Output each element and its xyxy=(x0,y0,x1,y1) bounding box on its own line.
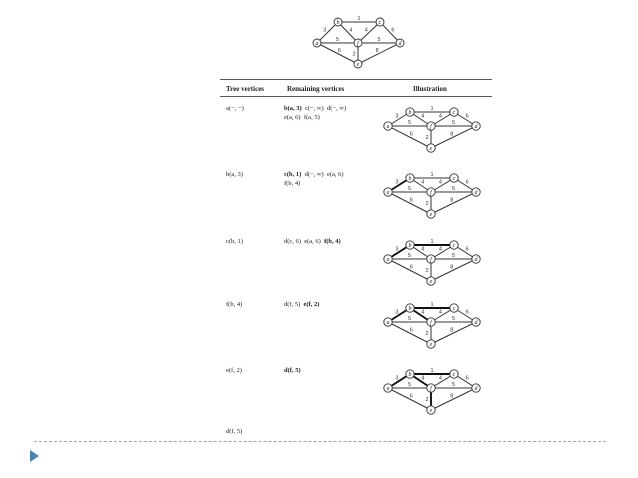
edge-weight-label: 6 xyxy=(391,27,395,34)
edge-weight-label: 1 xyxy=(430,172,434,178)
vertex-label-c: c xyxy=(452,176,456,182)
selected-vertex: f(b, 4) xyxy=(324,238,341,245)
vertex-label-c: c xyxy=(452,372,456,378)
vertex-label-a: a xyxy=(386,257,390,263)
edge-weight-label: 1 xyxy=(430,302,434,308)
vertex-label-b: b xyxy=(336,20,340,26)
edge-weight-label: 2 xyxy=(425,331,429,337)
vertex-label-b: b xyxy=(408,372,412,378)
vertex-label-a: a xyxy=(315,41,319,47)
vertex-label-f: f xyxy=(430,257,432,263)
edge-weight-label: 5 xyxy=(407,120,412,126)
remaining-vertices-cell xyxy=(284,170,344,188)
edge-weight-label: 2 xyxy=(352,51,356,58)
vertex-label-f: f xyxy=(430,320,432,326)
candidate-vertices: e(a, 6) f(a, 5) xyxy=(284,114,320,121)
remaining-vertices-cell xyxy=(284,366,301,375)
edge-weight-label: 4 xyxy=(438,375,442,382)
vertex-label-e: e xyxy=(429,279,433,285)
graph-edge-ed xyxy=(431,388,476,410)
edge-weight-label: 5 xyxy=(335,37,340,43)
edge-weight-label: 4 xyxy=(421,113,425,120)
vertex-label-c: c xyxy=(452,306,456,312)
selected-vertex: c(b, 1) xyxy=(284,171,302,178)
vertex-label-c: c xyxy=(452,110,456,116)
vertex-label-e: e xyxy=(356,62,360,68)
vertex-label-a: a xyxy=(386,386,390,392)
edge-weight-label: 3 xyxy=(395,309,399,316)
candidate-vertices: d(f, 5) xyxy=(284,301,304,308)
edge-weight-label: 5 xyxy=(407,253,412,259)
candidate-vertices: d(−, ∞) e(a, 6) xyxy=(301,171,344,178)
selected-vertex: b(a, 3) xyxy=(284,105,302,112)
edge-weight-label: 8 xyxy=(450,393,454,400)
edge-weight-label: 4 xyxy=(438,246,442,253)
remaining-line xyxy=(284,104,346,113)
edge-weight-label: 4 xyxy=(349,27,353,34)
edge-weight-label: 4 xyxy=(421,246,425,253)
vertex-label-b: b xyxy=(408,110,412,116)
graph-edge-ed xyxy=(431,259,476,281)
remaining-line xyxy=(284,237,341,246)
vertex-label-d: d xyxy=(474,124,478,130)
tree-vertex-cell: d(f, 5) xyxy=(226,428,243,435)
vertex-label-e: e xyxy=(429,212,433,218)
header-tree-vertices: Tree vertices xyxy=(226,85,265,93)
edge-weight-label: 6 xyxy=(465,179,469,186)
tree-vertex-cell: f(b, 4) xyxy=(226,301,243,308)
edge-weight-label: 4 xyxy=(421,309,425,316)
edge-weight-label: 5 xyxy=(407,316,412,322)
tree-vertex-cell: c(b, 1) xyxy=(226,238,243,245)
header-illustration: Illustration xyxy=(413,85,447,93)
vertex-label-f: f xyxy=(430,124,432,130)
edge-weight-label: 2 xyxy=(425,201,429,207)
table-top-rule xyxy=(220,79,492,80)
edge-weight-label: 4 xyxy=(438,309,442,316)
edge-weight-label: 4 xyxy=(421,375,425,382)
tree-vertex-cell: e(f, 2) xyxy=(226,367,242,374)
blue-triangle-bullet-icon xyxy=(30,450,39,462)
edge-weight-label: 6 xyxy=(465,113,469,120)
edge-weight-label: 1 xyxy=(430,368,434,374)
edge-weight-label: 8 xyxy=(450,197,454,204)
footer-divider xyxy=(34,441,606,442)
table-header-rule xyxy=(220,96,492,97)
edge-weight-label: 3 xyxy=(395,113,399,120)
graph-edge-ed xyxy=(358,43,400,64)
edge-weight-label: 6 xyxy=(337,47,341,54)
edge-weight-label: 6 xyxy=(409,131,413,138)
vertex-label-c: c xyxy=(452,243,456,249)
candidate-vertices: f(b, 4) xyxy=(284,180,301,187)
edge-weight-label: 5 xyxy=(451,120,456,126)
remaining-line xyxy=(284,113,346,122)
vertex-label-e: e xyxy=(429,146,433,152)
edge-weight-label: 8 xyxy=(450,264,454,271)
vertex-label-a: a xyxy=(386,320,390,326)
selected-vertex: d(f, 5) xyxy=(284,367,301,374)
edge-weight-label: 8 xyxy=(375,47,379,54)
vertex-label-d: d xyxy=(474,386,478,392)
edge-weight-label: 6 xyxy=(409,264,413,271)
vertex-label-c: c xyxy=(378,20,382,26)
vertex-label-d: d xyxy=(398,41,402,47)
edge-weight-label: 4 xyxy=(438,179,442,186)
illustration-graph xyxy=(382,238,482,288)
edge-weight-label: 6 xyxy=(465,246,469,253)
edge-weight-label: 2 xyxy=(425,268,429,274)
edge-weight-label: 6 xyxy=(409,197,413,204)
edge-weight-label: 5 xyxy=(451,253,456,259)
edge-weight-label: 1 xyxy=(357,16,361,22)
vertex-label-d: d xyxy=(474,257,478,263)
vertex-label-b: b xyxy=(408,176,412,182)
candidate-vertices: c(−, ∞) d(−, ∞) xyxy=(301,105,347,112)
selected-vertex: e(f, 2) xyxy=(303,301,320,308)
edge-weight-label: 4 xyxy=(364,27,368,34)
graph-edge-ed xyxy=(431,126,476,148)
vertex-label-f: f xyxy=(357,41,359,47)
graph-edge-ab xyxy=(317,22,338,43)
illustration-graph xyxy=(382,301,482,351)
remaining-vertices-cell xyxy=(284,237,341,246)
vertex-label-d: d xyxy=(474,190,478,196)
edge-weight-label: 5 xyxy=(407,186,412,192)
edge-weight-label: 3 xyxy=(395,179,399,186)
edge-weight-label: 1 xyxy=(430,106,434,112)
edge-weight-label: 4 xyxy=(421,179,425,186)
remaining-line xyxy=(284,300,319,309)
remaining-vertices-cell xyxy=(284,300,319,309)
edge-weight-label: 6 xyxy=(409,327,413,334)
remaining-line xyxy=(284,366,301,375)
tree-vertex-cell: b(a, 3) xyxy=(226,171,243,178)
vertex-label-a: a xyxy=(386,190,390,196)
edge-weight-label: 5 xyxy=(451,382,456,388)
remaining-line xyxy=(284,170,344,179)
illustration-graph xyxy=(382,105,482,155)
edge-weight-label: 1 xyxy=(430,239,434,245)
illustration-graph xyxy=(382,171,482,221)
header-remaining-vertices: Remaining vertices xyxy=(287,85,345,93)
graph-edge-ed xyxy=(431,192,476,214)
edge-weight-label: 5 xyxy=(377,37,381,43)
edge-weight-label: 4 xyxy=(438,113,442,120)
graph-edge-ed xyxy=(431,322,476,344)
edge-weight-label: 3 xyxy=(323,27,327,34)
remaining-line xyxy=(284,179,344,188)
edge-weight-label: 3 xyxy=(395,246,399,253)
vertex-label-e: e xyxy=(429,342,433,348)
edge-weight-label: 5 xyxy=(407,382,412,388)
edge-weight-label: 5 xyxy=(451,186,456,192)
vertex-label-a: a xyxy=(386,124,390,130)
edge-weight-label: 6 xyxy=(465,375,469,382)
vertex-label-f: f xyxy=(430,190,432,196)
edge-weight-label: 2 xyxy=(425,397,429,403)
edge-weight-label: 8 xyxy=(450,131,454,138)
remaining-vertices-cell xyxy=(284,104,346,122)
vertex-label-b: b xyxy=(408,243,412,249)
edge-weight-label: 8 xyxy=(450,327,454,334)
vertex-label-d: d xyxy=(474,320,478,326)
vertex-label-e: e xyxy=(429,408,433,414)
main-graph-figure xyxy=(312,14,412,70)
edge-weight-label: 6 xyxy=(409,393,413,400)
edge-weight-label: 5 xyxy=(451,316,456,322)
illustration-graph xyxy=(382,367,482,417)
edge-weight-label: 2 xyxy=(425,135,429,141)
edge-weight-label: 6 xyxy=(465,309,469,316)
tree-vertex-cell: a(−, −) xyxy=(226,105,244,112)
vertex-label-f: f xyxy=(430,386,432,392)
candidate-vertices: d(c, 6) e(a, 6) xyxy=(284,238,325,245)
vertex-label-b: b xyxy=(408,306,412,312)
edge-weight-label: 3 xyxy=(395,375,399,382)
